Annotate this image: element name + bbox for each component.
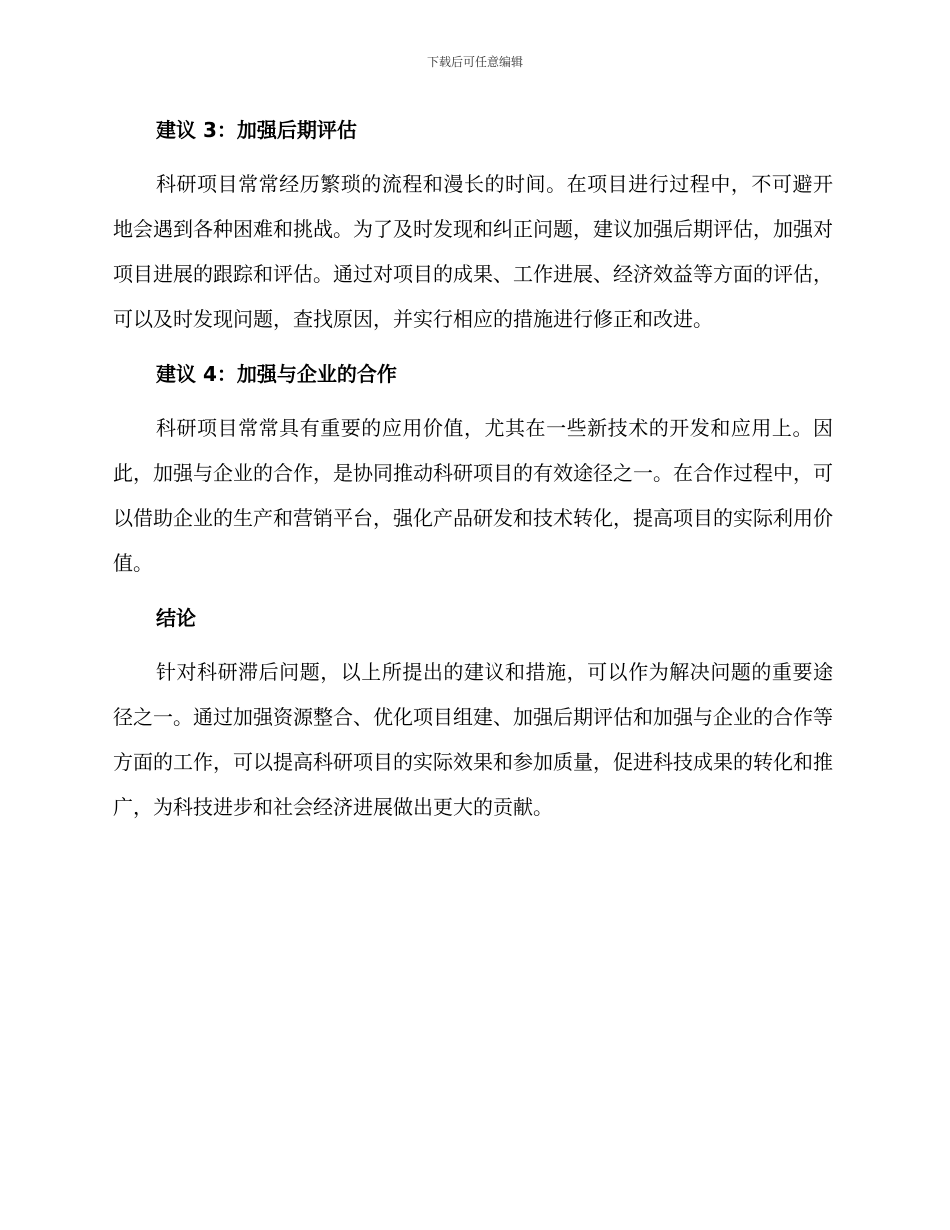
section-heading: 建议 3：加强后期评估 xyxy=(156,118,357,142)
section-heading: 结论 xyxy=(156,606,196,630)
section-conclusion xyxy=(113,598,833,830)
section-heading: 建议 4：加强与企业的合作 xyxy=(156,362,397,386)
section-suggestion-3 xyxy=(113,110,833,342)
section-paragraph: 科研项目常常具有重要的应用价值，尤其在一些新技术的开发和应用上。因此，加强与企业的合作，是协同推动科研项目的有效途径之一。在合作过程中，可以借助企业的生产和营销平台，强化产品研发和技术转化，提高项目的实际利用价值。 xyxy=(113,416,833,575)
page-header-note: 下载后可任意编辑 xyxy=(426,55,523,69)
document-body xyxy=(113,110,833,842)
section-paragraph: 科研项目常常经历繁琐的流程和漫长的时间。在项目进行过程中，不可避开地会遇到各种困难和挑战。为了及时发现和纠正问题，建议加强后期评估，加强对项目进展的跟踪和评估。通过对项目的成果、工作进展、经济效益等方面的评估，可以及时发现问题，查找原因，并实行相应的措施进行修正和改进。 xyxy=(113,172,833,331)
section-paragraph: 针对科研滞后问题，以上所提出的建议和措施，可以作为解决问题的重要途径之一。通过加强资源整合、优化项目组建、加强后期评估和加强与企业的合作等方面的工作，可以提高科研项目的实际效果和参加质量，促进科技成果的转化和推广，为科技进步和社会经济进展做出更大的贡献。 xyxy=(113,660,833,819)
section-suggestion-4 xyxy=(113,354,833,586)
